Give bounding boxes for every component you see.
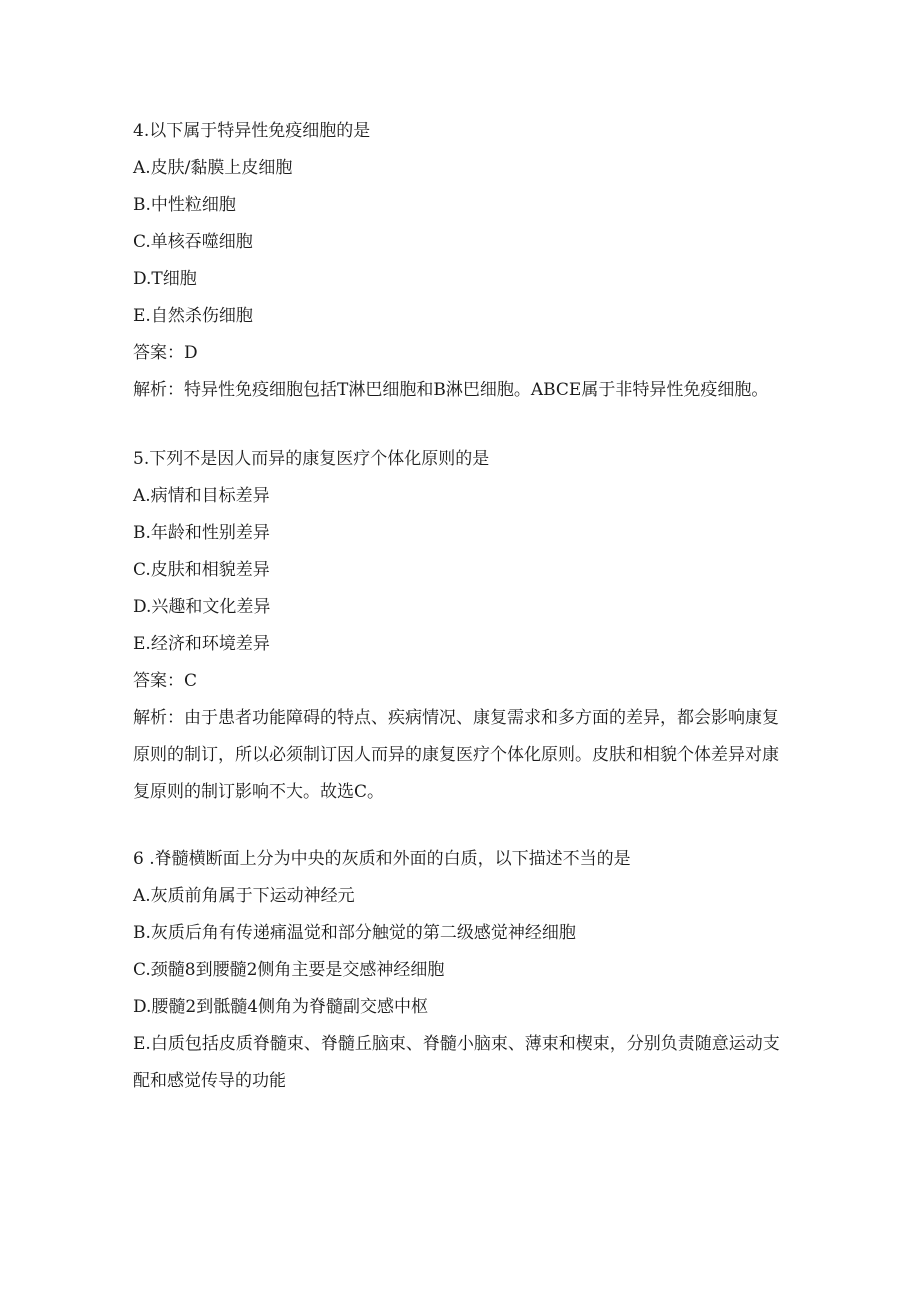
document-page [133,113,793,1100]
analysis: 解析：特异性免疫细胞包括T淋巴细胞和B淋巴细胞。ABCE属于非特异性免疫细胞。 [133,380,769,400]
option-e: E.经济和环境差异 [133,634,270,654]
option-d: D.腰髓2到骶髓4侧角为脊髓副交感中枢 [133,997,429,1017]
question-4 [133,113,793,409]
question-stem: 4.以下属于特异性免疫细胞的是 [133,121,371,141]
option-e: E.自然杀伤细胞 [133,306,253,326]
analysis: 解析：由于患者功能障碍的特点、疾病情况、康复需求和多方面的差异，都会影响康复原则的制订，所以必须制订因人而异的康复医疗个体化原则。皮肤和相貌个体差异对康复原则的制订影响不大。故选C。 [133,708,779,802]
spacer [133,409,793,441]
question-stem: 6 .脊髓横断面上分为中央的灰质和外面的白质，以下描述不当的是 [133,849,631,869]
option-b: B.年龄和性别差异 [133,523,270,543]
option-a: A.病情和目标差异 [133,486,270,506]
answer: 答案：C [133,671,198,691]
option-c: C.单核吞噬细胞 [133,232,253,252]
option-e: E.白质包括皮质脊髓束、脊髓丘脑束、脊髓小脑束、薄束和楔束，分别负责随意运动支配和感觉传导的功能 [133,1034,780,1091]
option-d: D.兴趣和文化差异 [133,597,271,617]
option-a: A.灰质前角属于下运动神经元 [133,886,355,906]
option-a: A.皮肤/黏膜上皮细胞 [133,158,293,178]
option-b: B.灰质后角有传递痛温觉和部分触觉的第二级感觉神经细胞 [133,923,576,943]
option-c: C.颈髓8到腰髓2侧角主要是交感神经细胞 [133,960,445,980]
question-5 [133,441,793,811]
answer: 答案：D [133,343,198,363]
question-stem: 5.下列不是因人而异的康复医疗个体化原则的是 [133,449,490,469]
option-d: D.T细胞 [133,269,197,289]
option-c: C.皮肤和相貌差异 [133,560,270,580]
spacer [133,811,793,841]
question-6 [133,841,793,1100]
option-b: B.中性粒细胞 [133,195,236,215]
